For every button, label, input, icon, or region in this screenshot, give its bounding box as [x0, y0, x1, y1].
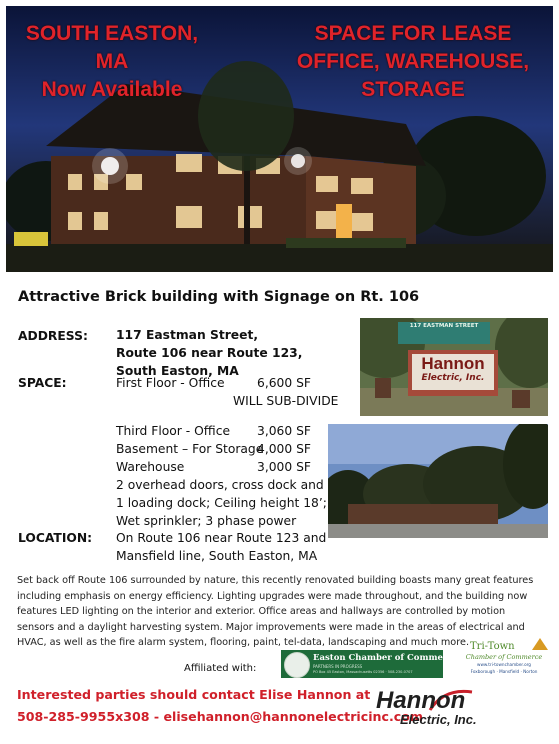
headline: Attractive Brick building with Signage on Rt. 106 — [18, 289, 420, 305]
tritown-title: Tri-Town — [470, 641, 515, 652]
contact-line[interactable]: 508-285-9955x308 - elisehannon@hannonelectricinc.com — [17, 709, 423, 724]
contact-line: Interested parties should contact Elise Hannon at — [17, 687, 371, 702]
contact-info — [17, 684, 423, 728]
space-row-name: Basement – For Storage — [116, 442, 264, 456]
space-detail: Wet sprinkler; 3 phase power — [116, 514, 297, 528]
space-row-name: Warehouse — [116, 460, 185, 474]
tritown-url: www.tri-townchamber.org — [477, 662, 531, 667]
space-row-size: 3,060 SF — [257, 424, 311, 438]
hero-left-title — [12, 20, 212, 104]
chamber-tagline: PARTNERS IN PROGRESS — [313, 664, 363, 669]
chamber-address: PO Box 45 Easton, Massachusetts 02356 · 508-230-0707 — [313, 670, 413, 674]
location-label: LOCATION: — [18, 531, 93, 545]
easton-chamber-logo[interactable] — [281, 650, 458, 678]
hannon-logo-name: Hannon — [376, 687, 466, 714]
hero-right-line: SPACE FOR LEASE — [314, 22, 512, 45]
sign-company-sub: Electric, Inc. — [421, 373, 485, 383]
hero-left-line: SOUTH EASTON, — [25, 22, 199, 45]
hero-right-line: STORAGE — [361, 78, 465, 101]
space-detail: 1 loading dock; Ceiling height 18’; — [116, 496, 327, 510]
subdivide-note: WILL SUB-DIVIDE — [233, 394, 339, 408]
hero-right-line: OFFICE, WAREHOUSE, — [296, 50, 530, 73]
first-floor-name: First Floor - Office — [116, 376, 225, 390]
space-label: SPACE: — [18, 376, 67, 390]
tritown-subtitle: Chamber of Commerce — [465, 653, 543, 661]
hannon-electric-logo — [372, 688, 492, 736]
sign-company: Hannon — [421, 354, 485, 373]
location-line: Mansfield line, South Easton, MA — [116, 549, 318, 563]
address-label: ADDRESS: — [18, 329, 88, 343]
hannon-logo-sub: Electric, Inc. — [400, 712, 477, 727]
first-floor-size: 6,600 SF — [257, 376, 311, 390]
address-line: South Easton, MA — [116, 364, 239, 378]
address-line: Route 106 near Route 123, — [116, 346, 303, 360]
hero-left-line: Now Available — [41, 78, 183, 101]
space-row-name: Third Floor - Office — [116, 424, 231, 438]
building-day-photo — [328, 424, 548, 538]
chamber-seal-icon — [284, 652, 310, 678]
space-detail: 2 overhead doors, cross dock and — [116, 478, 324, 492]
hero-right-title — [274, 20, 552, 104]
space-row-size: 3,000 SF — [257, 460, 311, 474]
sign-street: 117 EASTMAN STREET — [409, 323, 479, 329]
tritown-towns: Foxborough · Mansfield · Norton — [470, 669, 538, 674]
description-paragraph: Set back off Route 106 surrounded by nature, this recently renovated building boasts many great features including emphasis on energy efficiency. Lighting upgrades were made throughout, and the building now features LED lighting on the interior and exterior. Office areas and hallways are controlled by motion sensors and a daylight harvesting system. Major improvements were made in the areas of electrical and HVAC, as well as the fire alarm system, flooring, paint, tel-data, landscaping and much more. — [17, 575, 534, 649]
location-line: On Route 106 near Route 123 and — [116, 531, 327, 545]
tritown-chamber-logo[interactable] — [456, 638, 552, 682]
address-line: 117 Eastman Street, — [116, 328, 259, 342]
hero-left-line: MA — [95, 50, 129, 73]
hero-photo — [6, 6, 553, 272]
chamber-name: Easton Chamber of Commerce — [313, 653, 458, 663]
affiliated-label: Affiliated with: — [184, 663, 257, 674]
space-row-size: 4,000 SF — [257, 442, 311, 456]
sign-photo — [360, 318, 548, 416]
triangle-icon — [532, 638, 548, 650]
